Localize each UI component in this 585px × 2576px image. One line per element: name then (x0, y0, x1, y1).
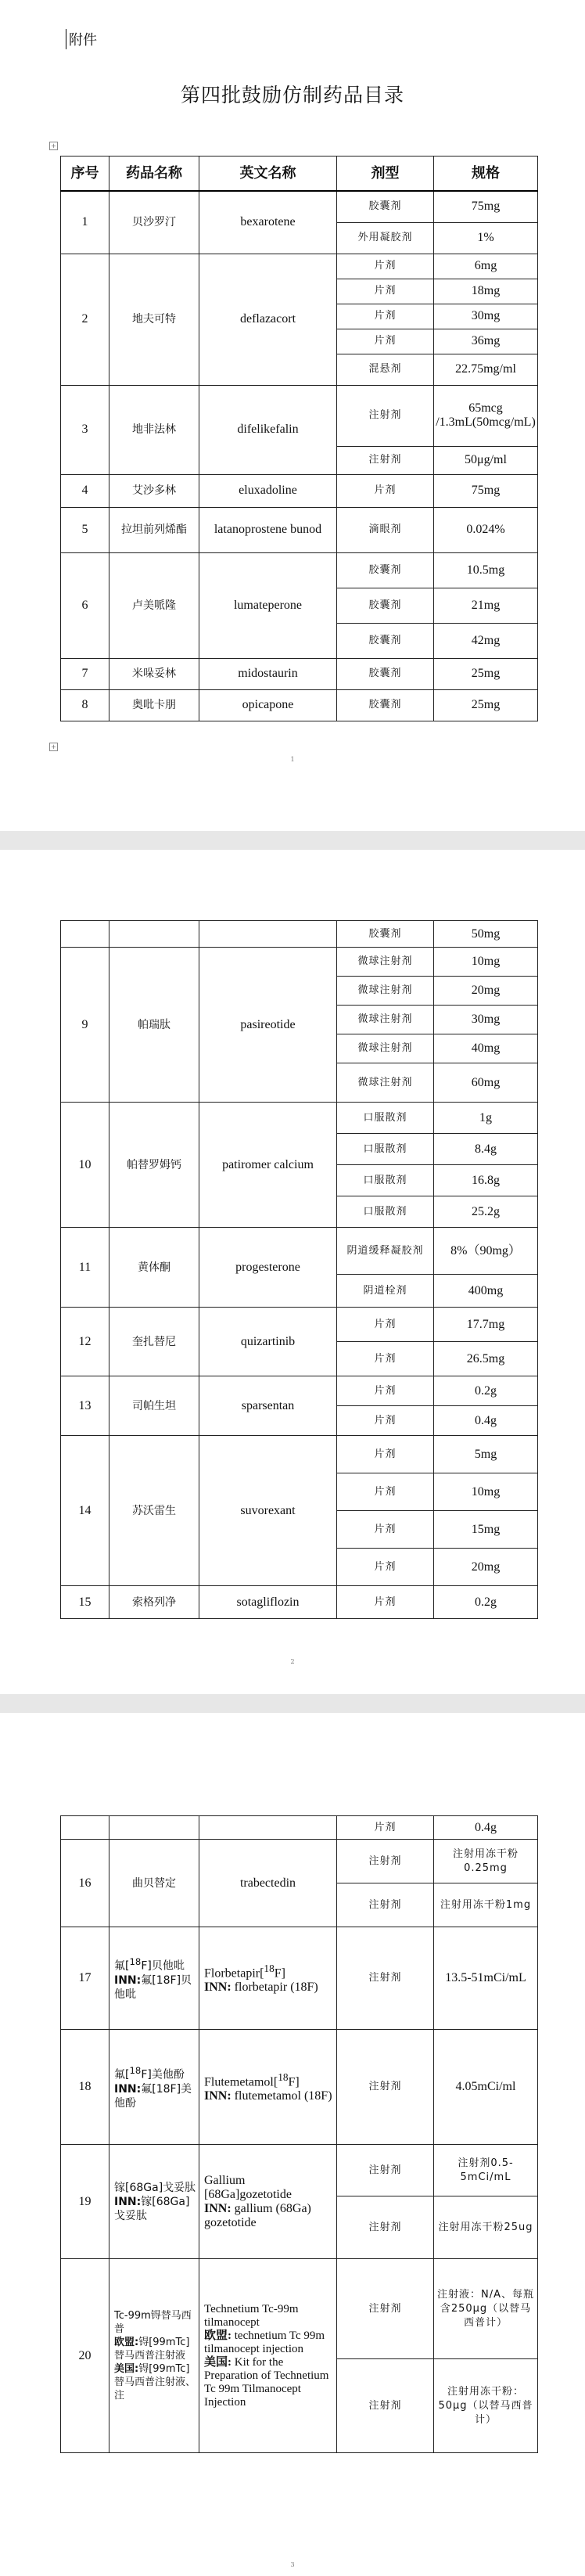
table-row (61, 921, 538, 948)
drug-name-en (199, 1927, 337, 2030)
drug-name-en (199, 2030, 337, 2145)
dosage-form: 微球注射剂 (337, 977, 434, 1006)
empty-cell (109, 1816, 199, 1840)
dosage-form: 注射剂 (337, 1840, 434, 1883)
specification: 注射用冻干粉1mg (434, 1883, 538, 1927)
inn-name: 镓[68Ga]戈妥肽 (114, 2195, 190, 2222)
table-row (61, 1376, 538, 1406)
dosage-form: 胶囊剂 (337, 552, 434, 588)
specification: 26.5mg (434, 1342, 538, 1376)
specification: 30mg (434, 304, 538, 329)
en-name-part: Flutemetamol[ (204, 2075, 278, 2089)
dosage-form: 片剂 (337, 1308, 434, 1342)
drug-name-cn: 地非法林 (109, 385, 199, 474)
row-index: 19 (61, 2145, 109, 2259)
dosage-form: 片剂 (337, 1473, 434, 1511)
dosage-form: 注射剂 (337, 1927, 434, 2030)
drug-name-en: trabectedin (199, 1840, 337, 1927)
specification: 75mg (434, 191, 538, 222)
specification: 20mg (434, 1549, 538, 1586)
row-index: 5 (61, 507, 109, 552)
inn-name: gallium (68Ga) gozetotide (204, 2201, 311, 2229)
specification: 18mg (434, 279, 538, 304)
row-index: 2 (61, 254, 109, 385)
specification: 注射用冻干粉25ug (434, 2196, 538, 2259)
inn-name: 氟[18F]美他酚 (114, 2082, 192, 2110)
specification: 0.2g (434, 1376, 538, 1406)
table-row (61, 2259, 538, 2359)
specification: 50μg/ml (434, 446, 538, 474)
dosage-form: 口服散剂 (337, 1165, 434, 1196)
drug-name-en: patiromer calcium (199, 1103, 337, 1228)
drug-table-part-2 (60, 920, 538, 1619)
table-move-handle-icon[interactable]: + (49, 142, 58, 150)
us-name: 锝[99mTc]替马西普注射液、注 (114, 2363, 196, 2402)
dosage-form: 片剂 (337, 1342, 434, 1376)
table-row (61, 1103, 538, 1134)
table-row (61, 1308, 538, 1342)
specification: 注射用冻干粉0.25mg (434, 1840, 538, 1883)
header-index: 序号 (61, 157, 109, 192)
dosage-form: 胶囊剂 (337, 588, 434, 623)
table-row (61, 1927, 538, 2030)
isotope-superscript: 18 (129, 2065, 142, 2077)
specification: 25mg (434, 658, 538, 689)
drug-name-cn (109, 2145, 199, 2259)
en-name-part: F] (288, 2075, 300, 2089)
row-index: 1 (61, 191, 109, 254)
specification: 30mg (434, 1006, 538, 1034)
dosage-form: 片剂 (337, 1436, 434, 1473)
specification: 16.8g (434, 1165, 538, 1196)
dosage-form: 阴道缓释凝胶剂 (337, 1228, 434, 1275)
drug-name-cn: 艾沙多林 (109, 474, 199, 507)
en-name-part: Technetium Tc-99m tilmanocept (204, 2302, 299, 2329)
specification: 13.5-51mCi/mL (434, 1927, 538, 2030)
drug-name-cn: 米哚妥林 (109, 658, 199, 689)
specification: 注射剂0.5-5mCi/mL (434, 2145, 538, 2196)
dosage-form: 注射剂 (337, 1883, 434, 1927)
dosage-form: 片剂 (337, 1406, 434, 1436)
empty-cell (61, 1816, 109, 1840)
cn-name-part: 氟[ (114, 1959, 130, 1973)
specification: 1% (434, 222, 538, 254)
specification: 6mg (434, 254, 538, 279)
dosage-form: 片剂 (337, 279, 434, 304)
en-name-part: F] (274, 1966, 285, 1981)
table-row (61, 658, 538, 689)
specification: 8.4g (434, 1134, 538, 1165)
drug-name-cn: 黄体酮 (109, 1228, 199, 1308)
inn-name: 氟[18F]贝他吡 (114, 1973, 192, 2001)
specification: 4.05mCi/ml (434, 2030, 538, 2145)
drug-table-part-1 (60, 156, 538, 721)
us-name: Kit for the Preparation of Technetium Tc 99m Tilmanocept Injection (204, 2355, 329, 2409)
specification: 20mg (434, 977, 538, 1006)
cn-name-part: F]贝他吡 (141, 1959, 185, 1973)
drug-name-en: suvorexant (199, 1436, 337, 1586)
dosage-form: 口服散剂 (337, 1103, 434, 1134)
inn-label: INN: (204, 2201, 231, 2215)
table-row (61, 948, 538, 977)
table-row (61, 1436, 538, 1473)
dosage-form: 注射剂 (337, 2145, 434, 2196)
row-index: 9 (61, 948, 109, 1103)
specification: 注射液：N/A、每瓶含250μg（以替马西普计） (434, 2259, 538, 2359)
dosage-form: 胶囊剂 (337, 658, 434, 689)
dosage-form: 口服散剂 (337, 1196, 434, 1228)
specification: 0.4g (434, 1406, 538, 1436)
drug-name-en: midostaurin (199, 658, 337, 689)
eu-label: 欧盟: (204, 2329, 231, 2342)
specification: 400mg (434, 1275, 538, 1308)
inn-label: INN: (114, 2195, 142, 2208)
drug-name-cn (109, 2030, 199, 2145)
specification: 注射用冻干粉：50μg（以替马西普计） (434, 2359, 538, 2453)
header-drug-name: 药品名称 (109, 157, 199, 192)
isotope-superscript: 18 (264, 1962, 275, 1974)
specification: 1g (434, 1103, 538, 1134)
specification: 42mg (434, 623, 538, 658)
drug-name-cn: 司帕生坦 (109, 1376, 199, 1436)
inn-label: INN: (114, 2082, 142, 2096)
table-row (61, 1586, 538, 1619)
drug-name-en: pasireotide (199, 948, 337, 1103)
row-index: 8 (61, 689, 109, 721)
table-row (61, 1840, 538, 1883)
specification: 21mg (434, 588, 538, 623)
eu-label: 欧盟: (114, 2337, 139, 2348)
table-row (61, 1228, 538, 1275)
specification: 10mg (434, 948, 538, 977)
header-dosage-form: 剂型 (337, 157, 434, 192)
specification: 10.5mg (434, 552, 538, 588)
drug-name-en: lumateperone (199, 552, 337, 658)
drug-name-cn (109, 2259, 199, 2453)
drug-name-cn: 曲贝替定 (109, 1840, 199, 1927)
page-number: 2 (290, 1658, 295, 1665)
drug-name-en (199, 2145, 337, 2259)
page-number: 1 (290, 756, 295, 763)
drug-name-cn (109, 1927, 199, 2030)
drug-name-en: latanoprostene bunod (199, 507, 337, 552)
dosage-form: 片剂 (337, 329, 434, 354)
empty-cell (199, 1816, 337, 1840)
us-label: 美国: (204, 2355, 231, 2369)
drug-name-en: difelikefalin (199, 385, 337, 474)
dosage-form: 胶囊剂 (337, 191, 434, 222)
dosage-form: 注射剂 (337, 2196, 434, 2259)
row-index: 14 (61, 1436, 109, 1586)
row-index: 7 (61, 658, 109, 689)
dosage-form: 片剂 (337, 1549, 434, 1586)
inn-name: florbetapir (18F) (234, 1981, 318, 1995)
specification: 75mg (434, 474, 538, 507)
document-page-2 (0, 850, 585, 1694)
dosage-form: 注射剂 (337, 2259, 434, 2359)
drug-name-cn: 奥吡卡朋 (109, 689, 199, 721)
dosage-form: 注射剂 (337, 385, 434, 446)
row-index: 17 (61, 1927, 109, 2030)
table-row (61, 1816, 538, 1840)
specification: 60mg (434, 1063, 538, 1103)
document-title: 第四批鼓励仿制药品目录 (180, 84, 404, 106)
table-row (61, 552, 538, 588)
dosage-form: 微球注射剂 (337, 1063, 434, 1103)
table-header-row (61, 157, 538, 192)
page-number: 3 (290, 2561, 295, 2568)
dosage-form: 胶囊剂 (337, 623, 434, 658)
document-page-1 (0, 0, 585, 831)
dosage-form: 片剂 (337, 254, 434, 279)
specification: 40mg (434, 1034, 538, 1063)
row-index: 4 (61, 474, 109, 507)
table-row (61, 507, 538, 552)
table-row (61, 689, 538, 721)
drug-name-cn: 拉坦前列烯酯 (109, 507, 199, 552)
dosage-form: 口服散剂 (337, 1134, 434, 1165)
row-index: 6 (61, 552, 109, 658)
dosage-form: 片剂 (337, 304, 434, 329)
isotope-superscript: 18 (129, 1956, 142, 1968)
drug-name-cn: 卢美哌隆 (109, 552, 199, 658)
specification: 36mg (434, 329, 538, 354)
row-index: 3 (61, 385, 109, 474)
specification: 50mg (434, 921, 538, 948)
table-row (61, 254, 538, 279)
dosage-form: 微球注射剂 (337, 1006, 434, 1034)
attachment-label: 附件 (66, 29, 97, 49)
row-index: 16 (61, 1840, 109, 1927)
isotope-superscript: 18 (278, 2071, 289, 2083)
drug-name-en: sparsentan (199, 1376, 337, 1436)
drug-name-en: quizartinib (199, 1308, 337, 1376)
specification: 5mg (434, 1436, 538, 1473)
row-index: 15 (61, 1586, 109, 1619)
table-row (61, 2030, 538, 2145)
inn-name: flutemetamol (18F) (234, 2089, 332, 2103)
en-name-part: Florbetapir[ (204, 1966, 264, 1981)
drug-name-en: eluxadoline (199, 474, 337, 507)
table-row (61, 385, 538, 446)
specification: 17.7mg (434, 1308, 538, 1342)
row-index: 13 (61, 1376, 109, 1436)
inn-label: INN: (204, 2089, 231, 2103)
drug-name-en (199, 2259, 337, 2453)
empty-cell (61, 921, 109, 948)
row-index: 11 (61, 1228, 109, 1308)
dosage-form: 片剂 (337, 474, 434, 507)
dosage-form: 注射剂 (337, 2359, 434, 2453)
empty-cell (199, 921, 337, 948)
header-english-name: 英文名称 (199, 157, 337, 192)
row-index: 10 (61, 1103, 109, 1228)
table-row (61, 474, 538, 507)
dosage-form: 微球注射剂 (337, 948, 434, 977)
specification: 0.2g (434, 1586, 538, 1619)
drug-name-en: sotagliflozin (199, 1586, 337, 1619)
drug-name-en: progesterone (199, 1228, 337, 1308)
dosage-form: 片剂 (337, 1586, 434, 1619)
drug-name-en: opicapone (199, 689, 337, 721)
drug-name-cn: 索格列净 (109, 1586, 199, 1619)
en-name-part: Gallium [68Ga]gozetotide (204, 2173, 292, 2201)
specification: 10mg (434, 1473, 538, 1511)
table-row (61, 2145, 538, 2196)
dosage-form: 注射剂 (337, 2030, 434, 2145)
dosage-form: 片剂 (337, 1816, 434, 1840)
drug-name-en: bexarotene (199, 191, 337, 254)
dosage-form: 滴眼剂 (337, 507, 434, 552)
inn-label: INN: (204, 1981, 231, 1995)
dosage-form: 胶囊剂 (337, 921, 434, 948)
us-label: 美国: (114, 2363, 139, 2375)
specification: 65mcg /1.3mL(50mcg/mL) (434, 385, 538, 446)
drug-name-cn: 贝沙罗汀 (109, 191, 199, 254)
drug-name-cn: 帕替罗姆钙 (109, 1103, 199, 1228)
cn-name-part: 氟[ (114, 2068, 130, 2081)
specification: 0.4g (434, 1816, 538, 1840)
drug-table-part-3 (60, 1815, 538, 2453)
drug-name-en: deflazacort (199, 254, 337, 385)
dosage-form: 片剂 (337, 1376, 434, 1406)
row-index: 20 (61, 2259, 109, 2453)
table-row (61, 191, 538, 222)
inn-label: INN: (114, 1973, 142, 1987)
dosage-form: 片剂 (337, 1511, 434, 1549)
drug-name-cn: 帕瑞肽 (109, 948, 199, 1103)
dosage-form: 混悬剂 (337, 354, 434, 385)
cn-name-part: Tc-99m锝替马西普 (114, 2310, 192, 2335)
row-index: 18 (61, 2030, 109, 2145)
drug-name-cn: 奎扎替尼 (109, 1308, 199, 1376)
table-resize-handle-icon[interactable]: + (49, 743, 58, 751)
row-index: 12 (61, 1308, 109, 1376)
dosage-form: 微球注射剂 (337, 1034, 434, 1063)
specification: 8%（90mg） (434, 1228, 538, 1275)
dosage-form: 外用凝胶剂 (337, 222, 434, 254)
specification: 22.75mg/ml (434, 354, 538, 385)
drug-name-cn: 地夫可特 (109, 254, 199, 385)
dosage-form: 阴道栓剂 (337, 1275, 434, 1308)
drug-name-cn: 苏沃雷生 (109, 1436, 199, 1586)
eu-name: 锝[99mTc]替马西普注射液 (114, 2337, 190, 2362)
specification: 15mg (434, 1511, 538, 1549)
eu-name: technetium Tc 99m tilmanocept injection (204, 2329, 325, 2355)
cn-name-part: 镓[68Ga]戈妥肽 (114, 2181, 196, 2194)
specification: 25mg (434, 689, 538, 721)
specification: 25.2g (434, 1196, 538, 1228)
dosage-form: 注射剂 (337, 446, 434, 474)
cn-name-part: F]美他酚 (141, 2068, 185, 2081)
document-page-3 (0, 1713, 585, 2576)
header-specification: 规格 (434, 157, 538, 192)
empty-cell (109, 921, 199, 948)
specification: 0.024% (434, 507, 538, 552)
dosage-form: 胶囊剂 (337, 689, 434, 721)
